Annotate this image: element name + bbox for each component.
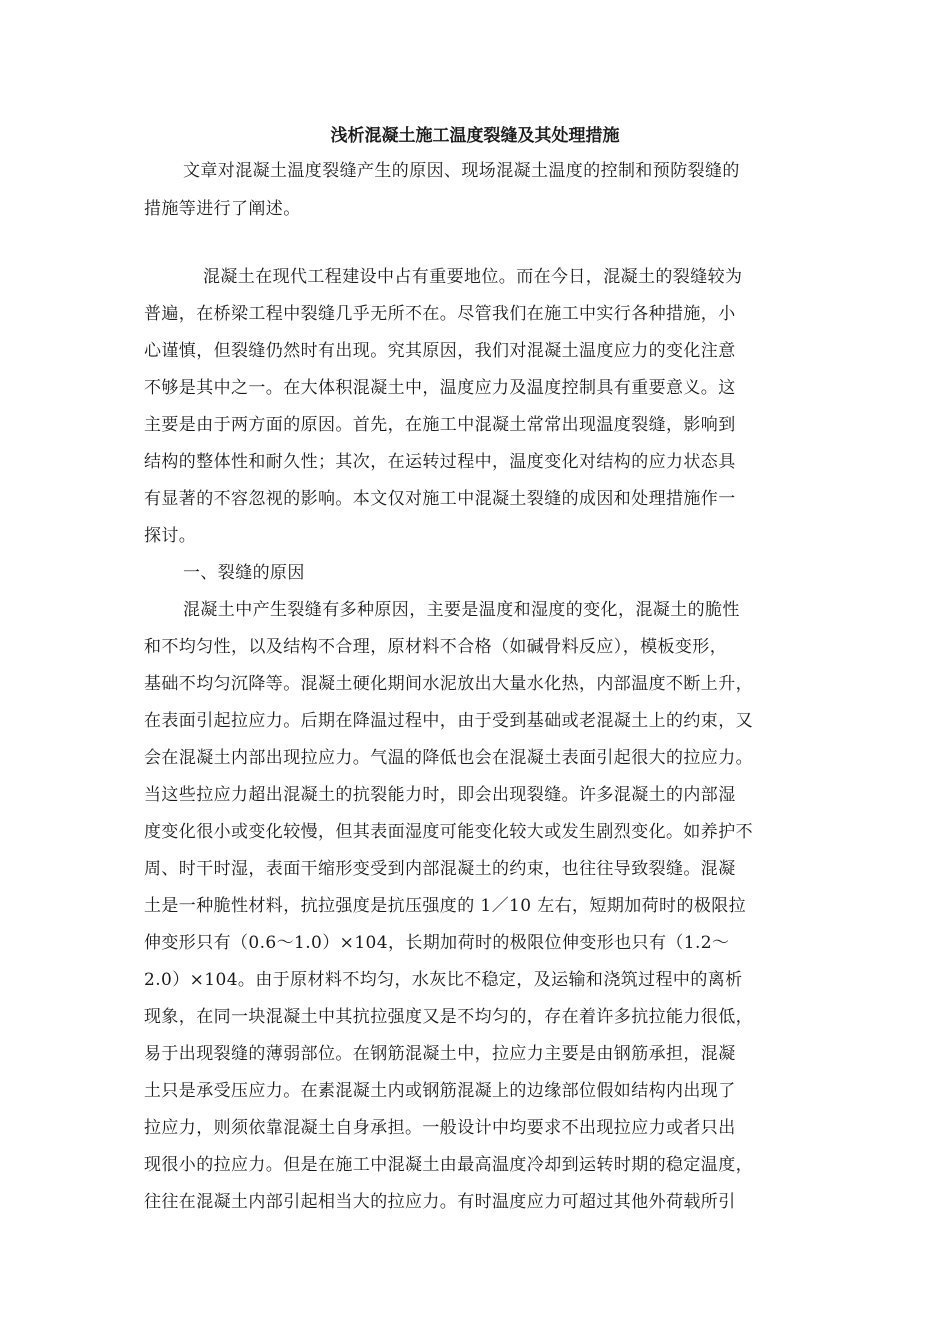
intro-line: 有显著的不容忽视的影响。本文仅对施工中混凝土裂缝的成因和处理措施作一 [144,489,736,509]
section-line: 现象，在同一块混凝土中其抗拉强度又是不均匀的，存在着许多抗拉能力很低， [144,1007,753,1027]
section-line: 周、时干时湿，表面干缩形变受到内部混凝土的约束，也往往导致裂缝。混凝 [144,859,736,879]
intro-line: 心谨慎，但裂缝仍然时有出现。究其原因，我们对混凝土温度应力的变化注意 [144,341,736,361]
document-title: 浅析混凝土施工温度裂缝及其处理措施 [330,126,620,146]
abstract-line: 措施等进行了阐述。 [144,199,301,219]
section-line: 往往在混凝土内部引起相当大的拉应力。有时温度应力可超过其他外荷载所引 [144,1192,736,1212]
section-line: 基础不均匀沉降等。混凝土硬化期间水泥放出大量水化热，内部温度不断上升， [144,674,753,694]
section-line: 混凝土中产生裂缝有多种原因，主要是温度和湿度的变化，混凝土的脆性 [183,600,740,620]
intro-line: 主要是由于两方面的原因。首先，在施工中混凝土常常出现温度裂缝，影响到 [144,415,736,435]
section-line: 度变化很小或变化较慢，但其表面湿度可能变化较大或发生剧烈变化。如养护不 [144,822,753,842]
section-line: 伸变形只有（0.6～1.0）×104，长期加荷时的极限位伸变形也只有（1.2～ [144,933,730,953]
section-line: 当这些拉应力超出混凝土的抗裂能力时，即会出现裂缝。许多混凝土的内部湿 [144,785,736,805]
section-line: 会在混凝土内部出现拉应力。气温的降低也会在混凝土表面引起很大的拉应力。 [144,748,753,768]
section-line: 易于出现裂缝的薄弱部位。在钢筋混凝土中，拉应力主要是由钢筋承担，混凝 [144,1044,736,1064]
section-line: 2.0）×104。由于原材料不均匀，水灰比不稳定，及运输和浇筑过程中的离析 [144,970,743,990]
section-line: 拉应力，则须依靠混凝土自身承担。一般设计中均要求不出现拉应力或者只出 [144,1118,736,1138]
section-line: 土只是承受压应力。在素混凝土内或钢筋混凝上的边缘部位假如结构内出现了 [144,1081,736,1101]
section-line: 土是一种脆性材料，抗拉强度是抗压强度的 1／10 左右，短期加荷时的极限拉 [144,896,747,916]
intro-line: 探讨。 [144,526,197,546]
section-line: 在表面引起拉应力。后期在降温过程中，由于受到基础或老混凝土上的约束，又 [144,711,753,731]
intro-line: 结构的整体性和耐久性；其次，在运转过程中，温度变化对结构的应力状态具 [144,452,736,472]
section-line: 和不均匀性，以及结构不合理，原材料不合格（如碱骨料反应），模板变形， [144,637,728,657]
abstract-line: 文章对混凝土温度裂缝产生的原因、现场混凝土温度的控制和预防裂缝的 [183,161,740,181]
intro-line: 不够是其中之一。在大体积混凝土中，温度应力及温度控制具有重要意义。这 [144,378,736,398]
intro-line: 混凝土在现代工程建设中占有重要地位。而在今日，混凝土的裂缝较为 [203,267,743,287]
section-line: 现很小的拉应力。但是在施工中混凝土由最高温度冷却到运转时期的稳定温度， [144,1155,753,1175]
intro-line: 普遍，在桥梁工程中裂缝几乎无所不在。尽管我们在施工中实行各种措施，小 [144,304,736,324]
section-heading: 一、裂缝的原因 [183,563,305,583]
